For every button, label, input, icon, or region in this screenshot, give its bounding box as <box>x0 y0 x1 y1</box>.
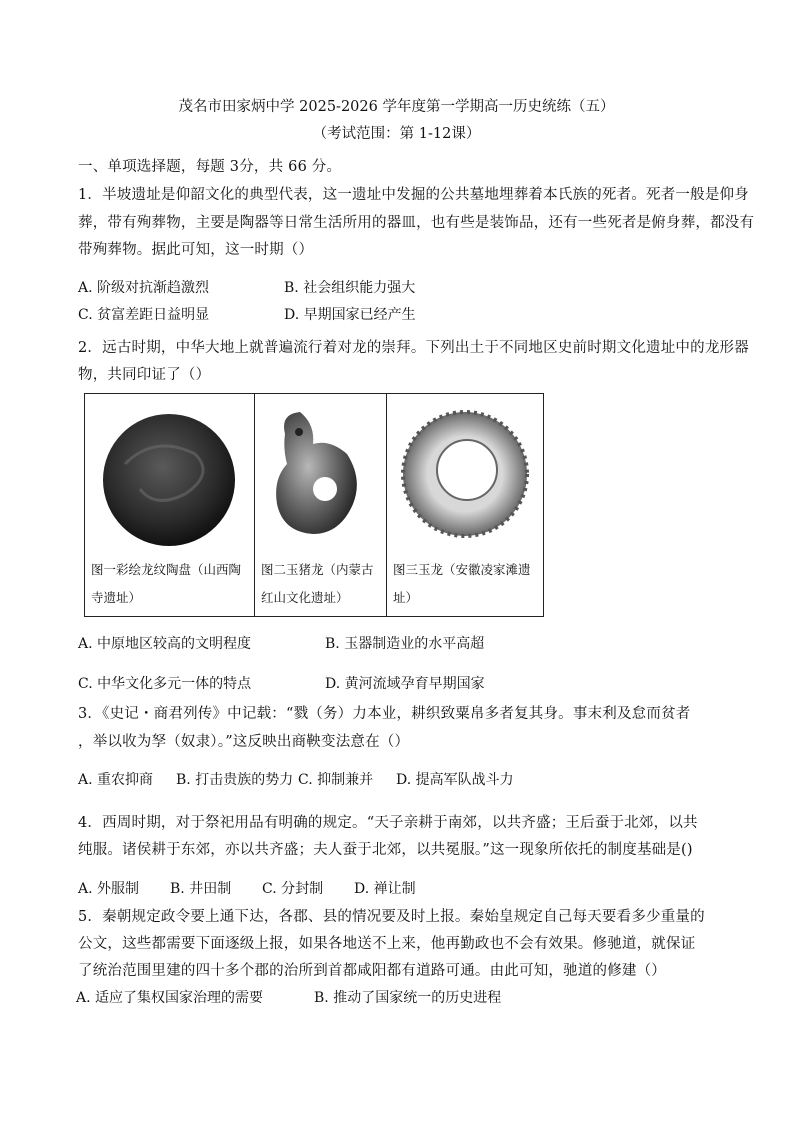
figure-3 <box>387 394 542 616</box>
q3-option-a[interactable]: A. 重农抑商 <box>78 772 154 788</box>
q5-stem-line-3: 了统治范围里建的四十多个郡的治所到首都咸阳都有道路可通。由此可知，驰道的修建（） <box>78 963 666 979</box>
q1-stem-line-1: 1．半坡遗址是仰韶文化的典型代表，这一遗址中发掘的公共墓地埋葬着本氏族的死者。死者一般是仰身 <box>78 187 749 203</box>
jade-dragon-ring-image <box>387 394 542 546</box>
q1-option-d[interactable]: D. 早期国家已经产生 <box>284 307 416 323</box>
section-heading: 一、单项选择题，每题 3分，共 66 分。 <box>78 159 342 175</box>
q2-stem-line-2: 物，共同印证了（） <box>78 367 211 383</box>
q1-stem-line-3: 带殉葬物。据此可知，这一时期（） <box>78 242 314 258</box>
q1-option-c[interactable]: C. 贫富差距日益明显 <box>78 307 210 323</box>
q4-option-a[interactable]: A. 外服制 <box>78 881 140 897</box>
q3-option-d[interactable]: D. 提高军队战斗力 <box>396 772 514 788</box>
q3-option-b[interactable]: B. 打击贵族的势力 <box>176 772 294 788</box>
q4-stem-line-2: 纯服。诸侯耕于东郊，亦以共齐盛；夫人蚕于北郊，以共冕服。”这一现象所依托的制度基础是() <box>78 842 693 858</box>
q3-stem-line-1: 3．《史记・商君列传》中记载：“戮（务）力本业，耕织致粟帛多者复其身。事末利及怠而贫者 <box>78 706 691 722</box>
q5-stem-line-2: 公文，这些都需要下面逐级上报，如果各地送不上来，他再勤政也不会有效果。修驰道，就保证 <box>78 936 696 952</box>
q3-stem-line-2: ，举以收为孥（奴隶）。”这反映出商鞅变法意在（） <box>78 734 410 750</box>
q3-option-c[interactable]: C. 抑制兼并 <box>298 772 374 788</box>
figure-1 <box>85 394 255 616</box>
q2-option-d[interactable]: D. 黄河流域孕育早期国家 <box>325 676 485 692</box>
q4-option-d[interactable]: D. 禅让制 <box>354 881 416 897</box>
jade-pig-dragon-image <box>255 394 386 546</box>
q5-option-b[interactable]: B. 推动了国家统一的历史进程 <box>314 990 502 1006</box>
q1-stem-line-2: 葬，带有殉葬物，主要是陶器等日常生活所用的器皿，也有些是装饰品，还有一些死者是俯身葬，都没有 <box>78 215 755 231</box>
exam-title: 茂名市田家炳中学 2025-2026 学年度第一学期高一历史统练（五） <box>178 99 615 115</box>
q2-stem-line-1: 2．远古时期，中华大地上就普遍流行着对龙的崇拜。下列出土于不同地区史前时期文化遗址中的龙形器 <box>78 340 749 356</box>
figure-table <box>84 393 544 617</box>
figure-2 <box>255 394 387 616</box>
q5-stem-line-1: 5．秦朝规定政令要上通下达，各郡、县的情况要及时上报。秦始皇规定自己每天要看多少重量的 <box>78 909 705 925</box>
q2-option-c[interactable]: C. 中华文化多元一体的特点 <box>78 676 252 692</box>
q2-option-b[interactable]: B. 玉器制造业的水平高超 <box>325 636 485 652</box>
q1-option-a[interactable]: A. 阶级对抗渐趋激烈 <box>78 280 210 296</box>
q1-option-b[interactable]: B. 社会组织能力强大 <box>284 280 416 296</box>
painted-dragon-plate-image <box>85 394 254 546</box>
figure-1-caption: 图一彩绘龙纹陶盘（山西陶寺遗址） <box>91 562 242 605</box>
q4-option-c[interactable]: C. 分封制 <box>262 881 324 897</box>
exam-scope: （考试范围：第 1-12课） <box>312 126 481 142</box>
q5-option-a[interactable]: A. 适应了集权国家治理的需要 <box>76 990 264 1006</box>
q2-option-a[interactable]: A. 中原地区较高的文明程度 <box>78 636 252 652</box>
figure-3-caption: 图三玉龙（安徽凌家滩遗址） <box>393 562 531 605</box>
figure-2-caption: 图二玉猪龙（内蒙古红山文化遗址） <box>261 562 374 605</box>
q4-stem-line-1: 4．西周时期，对于祭祀用品有明确的规定。“天子亲耕于南郊，以共齐盛；王后蚕于北郊，以共 <box>78 815 698 831</box>
q4-option-b[interactable]: B. 井田制 <box>170 881 232 897</box>
